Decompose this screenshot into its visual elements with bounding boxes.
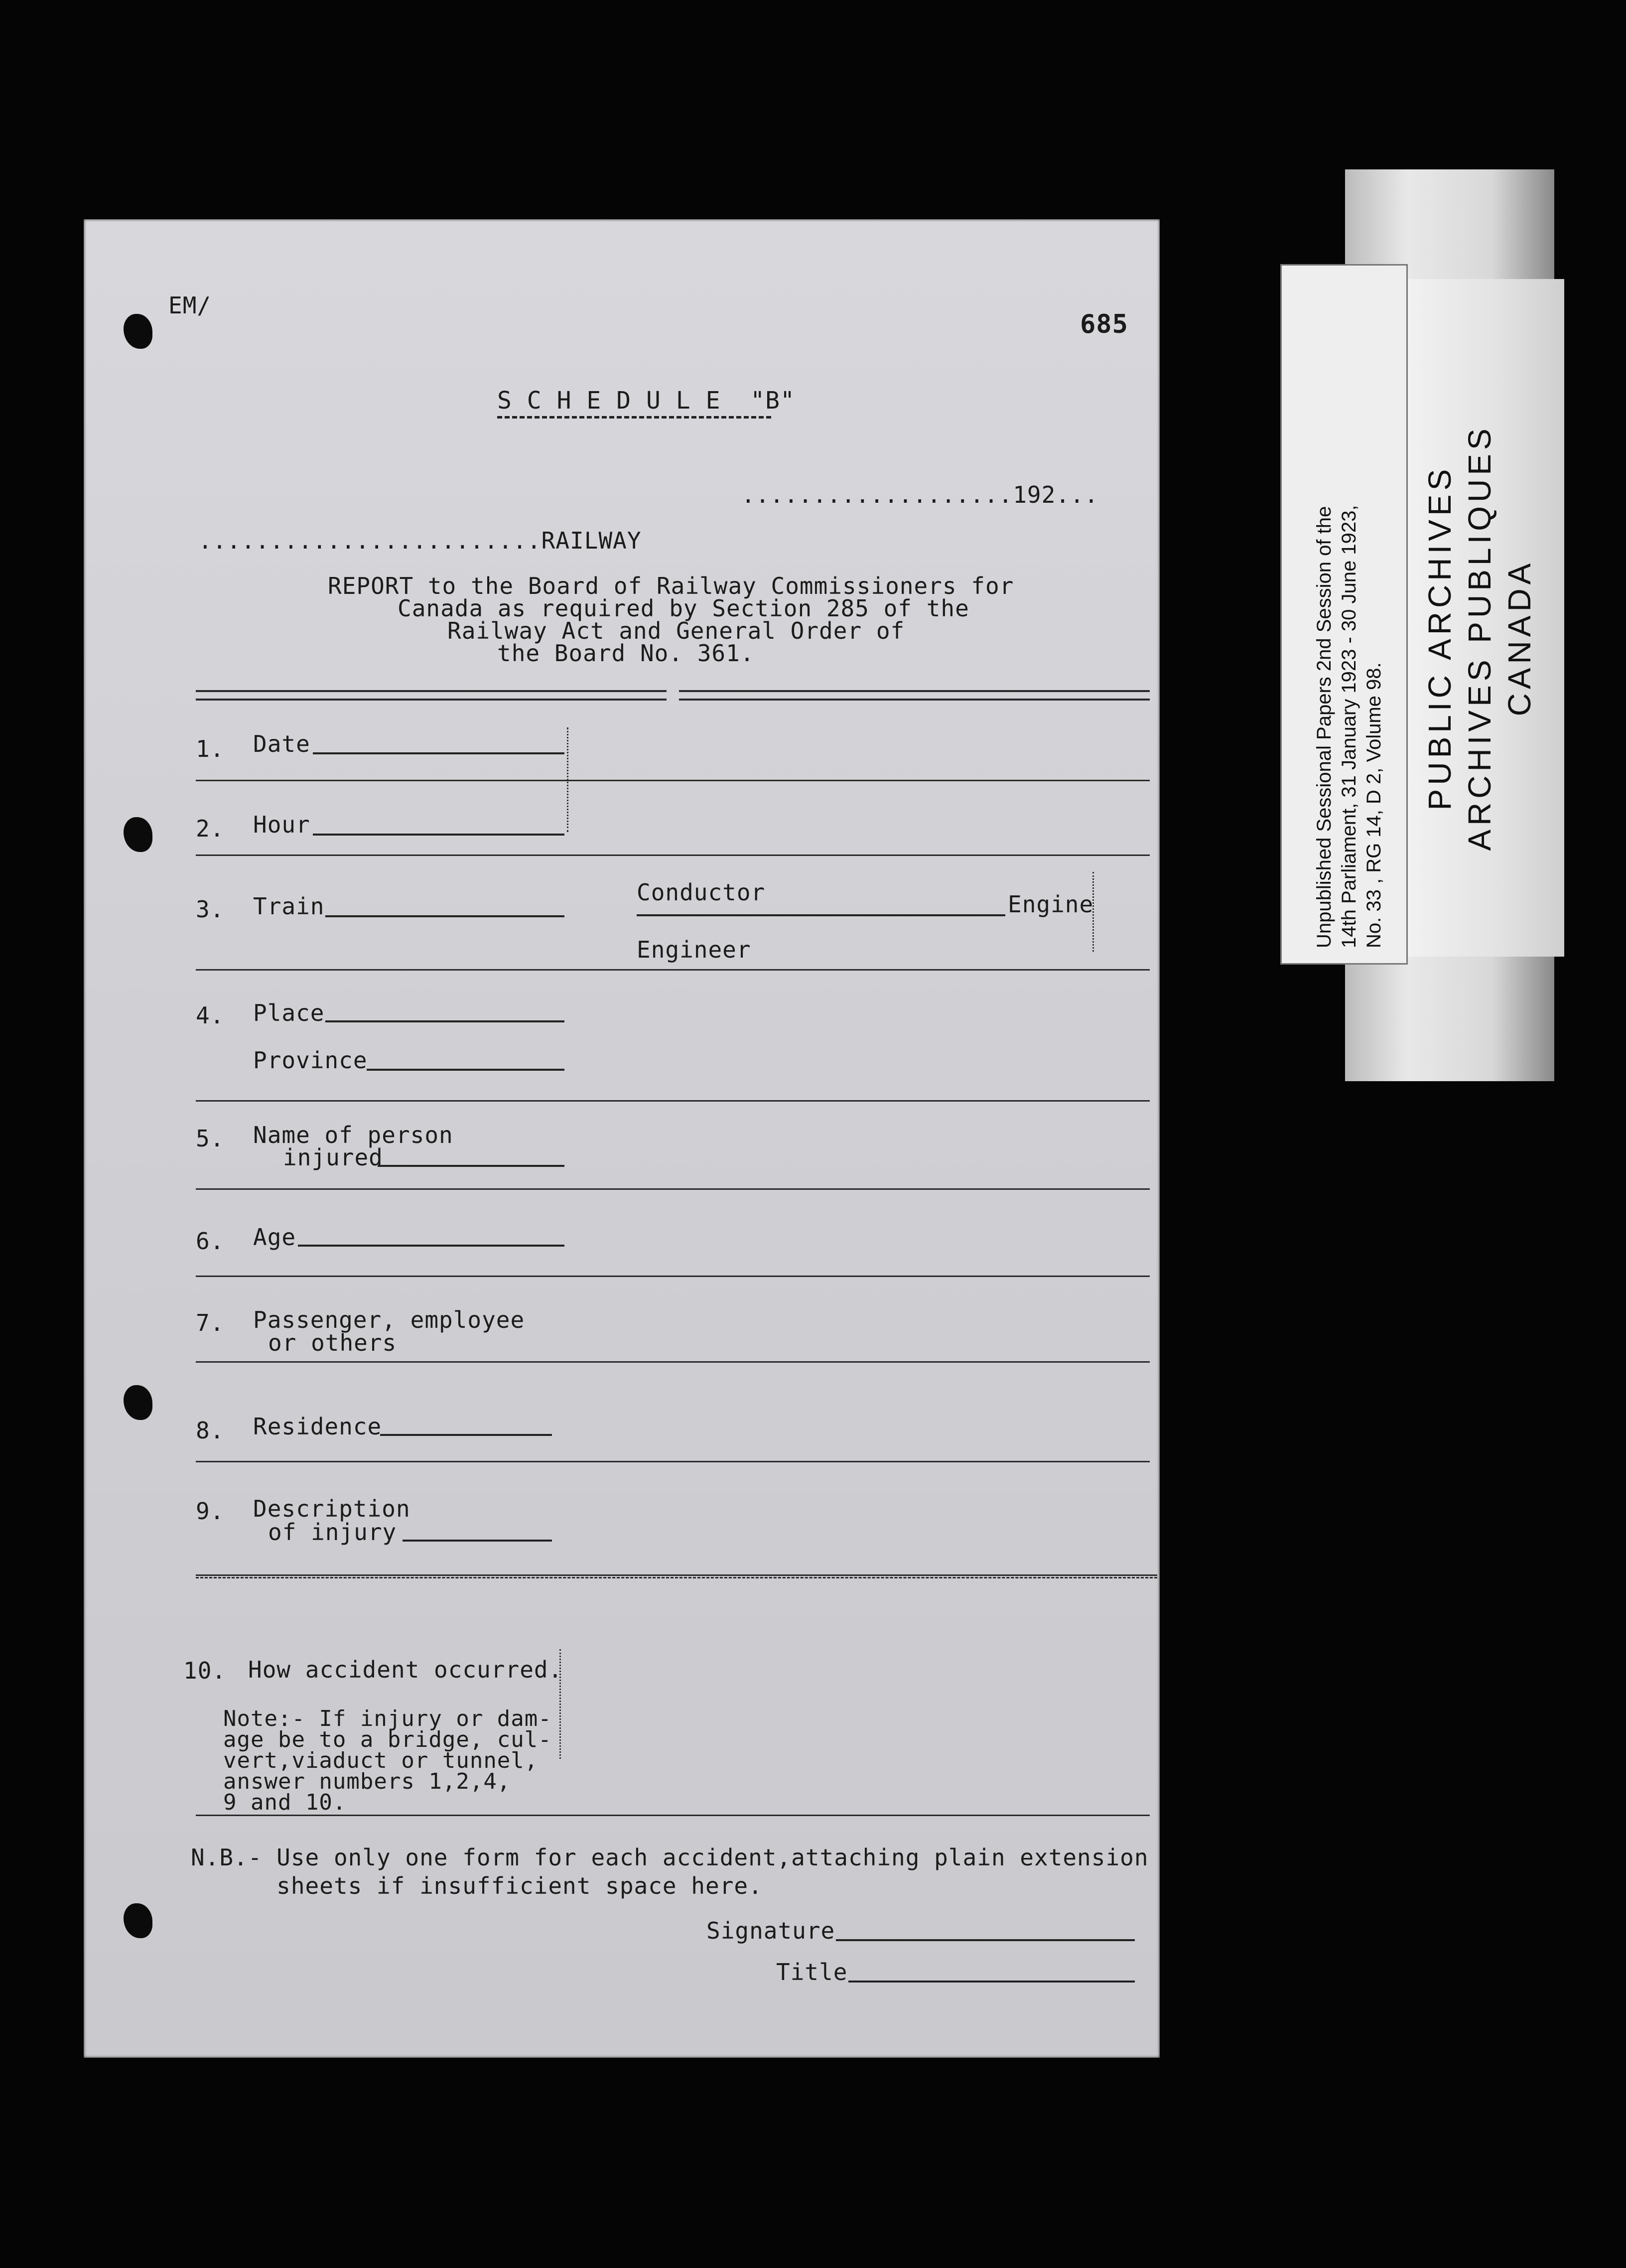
row-rule: [196, 969, 1150, 971]
row-rule: [196, 1461, 1150, 1462]
date-line: ...................192...: [741, 481, 1099, 508]
column-divider: [1092, 872, 1094, 952]
field-8-number: 8.: [196, 1417, 225, 1444]
field-date-label: Date: [253, 730, 310, 757]
archive-reference-card: [1280, 264, 1408, 965]
conductor-input-line[interactable]: [637, 914, 1005, 916]
railway-line: ........................RAILWAY: [198, 527, 642, 554]
row-rule: [196, 1577, 1157, 1578]
field-province-label: Province: [253, 1047, 368, 1074]
nb-line-2: sheets if insufficient space here.: [191, 1872, 763, 1899]
corner-mark: EM/: [168, 292, 212, 319]
field-7-number: 7.: [196, 1309, 225, 1336]
note-line-1: Note:- If injury or dam-: [223, 1706, 552, 1731]
field-passenger-label-2: or others: [268, 1329, 397, 1356]
archive-note-line-1: Unpublished Sessional Papers 2nd Session of the: [1313, 506, 1335, 948]
field-1-number: 1.: [196, 735, 225, 762]
note-line-3: vert,viaduct or tunnel,: [223, 1748, 539, 1773]
date-input-line[interactable]: [313, 752, 564, 754]
double-rule: [679, 699, 1150, 701]
field-train-label: Train: [253, 893, 325, 920]
field-5-number: 5.: [196, 1125, 225, 1152]
archive-note-line-2: 14th Parliament, 31 January 1923 - 30 June 1923,: [1338, 505, 1360, 948]
row-rule: [196, 1815, 1150, 1816]
report-heading-1: REPORT to the Board of Railway Commissioners for: [328, 572, 1014, 599]
field-hour-label: Hour: [253, 811, 310, 838]
hour-input-line[interactable]: [313, 834, 564, 836]
archive-note-line-3: No. 33 , RG 14, D 2, Volume 98.: [1363, 662, 1385, 948]
archive-stamp-line-2: ARCHIVES PUBLIQUES: [1462, 425, 1497, 851]
report-heading-4: the Board No. 361.: [497, 640, 755, 667]
field-description-label-2: of injury: [268, 1519, 397, 1546]
field-residence-label: Residence: [253, 1413, 382, 1440]
archive-stamp-panel: [1405, 279, 1564, 957]
residence-input-line[interactable]: [380, 1434, 552, 1436]
field-10-number: 10.: [183, 1657, 227, 1684]
field-9-number: 9.: [196, 1498, 225, 1525]
report-heading-2: Canada as required by Section 285 of the: [398, 595, 969, 622]
archive-stamp-text: [1420, 414, 1539, 862]
field-engine-label: Engine: [1008, 891, 1094, 918]
row-rule: [196, 780, 1150, 781]
name-input-line[interactable]: [378, 1165, 564, 1167]
field-description-label-1: Description: [253, 1495, 410, 1522]
train-input-line[interactable]: [325, 915, 564, 917]
row-rule: [196, 1100, 1150, 1102]
row-rule: [196, 1188, 1150, 1190]
double-rule: [196, 699, 667, 701]
field-place-label: Place: [253, 999, 325, 1026]
schedule-b-form: [84, 219, 1160, 2058]
signature-label: Signature: [706, 1917, 835, 1944]
archive-stamp-line-1: PUBLIC ARCHIVES: [1422, 465, 1458, 811]
page-number: 685: [1080, 309, 1128, 339]
title-underline: [497, 416, 771, 419]
double-rule: [196, 690, 667, 692]
row-rule: [196, 1276, 1150, 1277]
title-label: Title: [776, 1959, 848, 1985]
title-input-line[interactable]: [848, 1981, 1135, 1983]
report-heading-3: Railway Act and General Order of: [447, 617, 905, 644]
field-conductor-label: Conductor: [637, 879, 766, 906]
archive-stamp-line-3: CANADA: [1501, 559, 1537, 716]
row-rule: [196, 854, 1150, 856]
note-line-2: age be to a bridge, cul-: [223, 1727, 552, 1752]
row-rule: [196, 1361, 1150, 1363]
field-engineer-label: Engineer: [637, 936, 751, 963]
description-input-line[interactable]: [403, 1540, 552, 1542]
punch-hole: [124, 1903, 152, 1938]
punch-hole: [124, 1385, 152, 1420]
field-passenger-label-1: Passenger, employee: [253, 1306, 525, 1333]
field-3-number: 3.: [196, 896, 225, 923]
field-name-label-1: Name of person: [253, 1122, 453, 1148]
place-input-line[interactable]: [325, 1020, 564, 1022]
column-divider: [559, 1649, 561, 1759]
punch-hole: [124, 817, 152, 852]
province-input-line[interactable]: [367, 1069, 564, 1071]
archive-reference-text: [1312, 505, 1386, 949]
signature-input-line[interactable]: [836, 1939, 1135, 1941]
field-6-number: 6.: [196, 1228, 225, 1255]
field-4-number: 4.: [196, 1002, 225, 1029]
note-line-5: 9 and 10.: [223, 1790, 347, 1815]
field-how-label: How accident occurred.: [248, 1656, 563, 1683]
punch-hole: [124, 314, 152, 349]
field-name-label-2: injured: [283, 1144, 383, 1171]
age-input-line[interactable]: [298, 1245, 564, 1247]
row-rule: [196, 1574, 1157, 1576]
schedule-title: S C H E D U L E "B": [497, 387, 795, 415]
double-rule: [679, 690, 1150, 692]
field-age-label: Age: [253, 1224, 296, 1251]
nb-line-1: N.B.- Use only one form for each accident,attaching plain extension: [191, 1844, 1149, 1871]
field-2-number: 2.: [196, 815, 225, 842]
note-line-4: answer numbers 1,2,4,: [223, 1769, 511, 1794]
